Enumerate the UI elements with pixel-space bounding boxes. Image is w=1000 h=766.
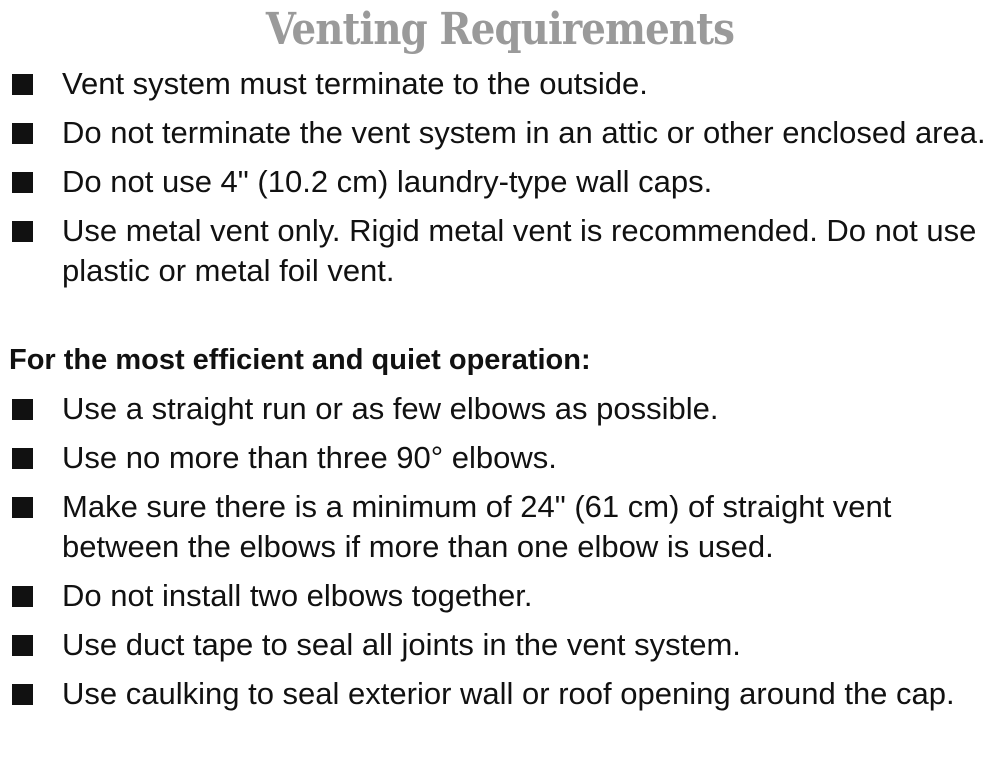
list-item xyxy=(0,113,1000,153)
list-item-text: Do not install two elbows together. xyxy=(62,578,533,613)
list-item xyxy=(0,211,1000,291)
list-item-text: Use no more than three 90° elbows. xyxy=(62,440,557,475)
square-bullet-icon xyxy=(12,684,33,705)
efficiency-tips-list xyxy=(0,389,1000,723)
list-item xyxy=(0,674,1000,714)
square-bullet-icon xyxy=(12,74,33,95)
list-item xyxy=(0,389,1000,429)
requirements-list xyxy=(0,64,1000,300)
list-item-text: Do not use 4" (10.2 cm) laundry-type wall caps. xyxy=(62,164,713,199)
page-title: Venting Requirements xyxy=(265,4,735,55)
list-item-text: Use metal vent only. Rigid metal vent is recommended. Do not use plastic or metal foil vent. xyxy=(62,213,977,288)
list-item xyxy=(0,487,1000,567)
efficiency-heading: For the most efficient and quiet operation: xyxy=(9,344,591,376)
list-item-text: Use caulking to seal exterior wall or roof opening around the cap. xyxy=(62,676,955,711)
square-bullet-icon xyxy=(12,221,33,242)
list-item-text: Use duct tape to seal all joints in the vent system. xyxy=(62,627,741,662)
list-item-text: Make sure there is a minimum of 24" (61 cm) of straight vent between the elbows if more than one elbow is used. xyxy=(62,489,892,564)
list-item xyxy=(0,64,1000,104)
square-bullet-icon xyxy=(12,586,33,607)
list-item-text: Use a straight run or as few elbows as possible. xyxy=(62,391,719,426)
list-item xyxy=(0,625,1000,665)
list-item-text: Vent system must terminate to the outside. xyxy=(62,66,648,101)
square-bullet-icon xyxy=(12,399,33,420)
list-item xyxy=(0,162,1000,202)
square-bullet-icon xyxy=(12,635,33,656)
square-bullet-icon xyxy=(12,172,33,193)
list-item xyxy=(0,438,1000,478)
list-item-text: Do not terminate the vent system in an attic or other enclosed area. xyxy=(62,115,986,150)
square-bullet-icon xyxy=(12,497,33,518)
square-bullet-icon xyxy=(12,123,33,144)
list-item xyxy=(0,576,1000,616)
square-bullet-icon xyxy=(12,448,33,469)
